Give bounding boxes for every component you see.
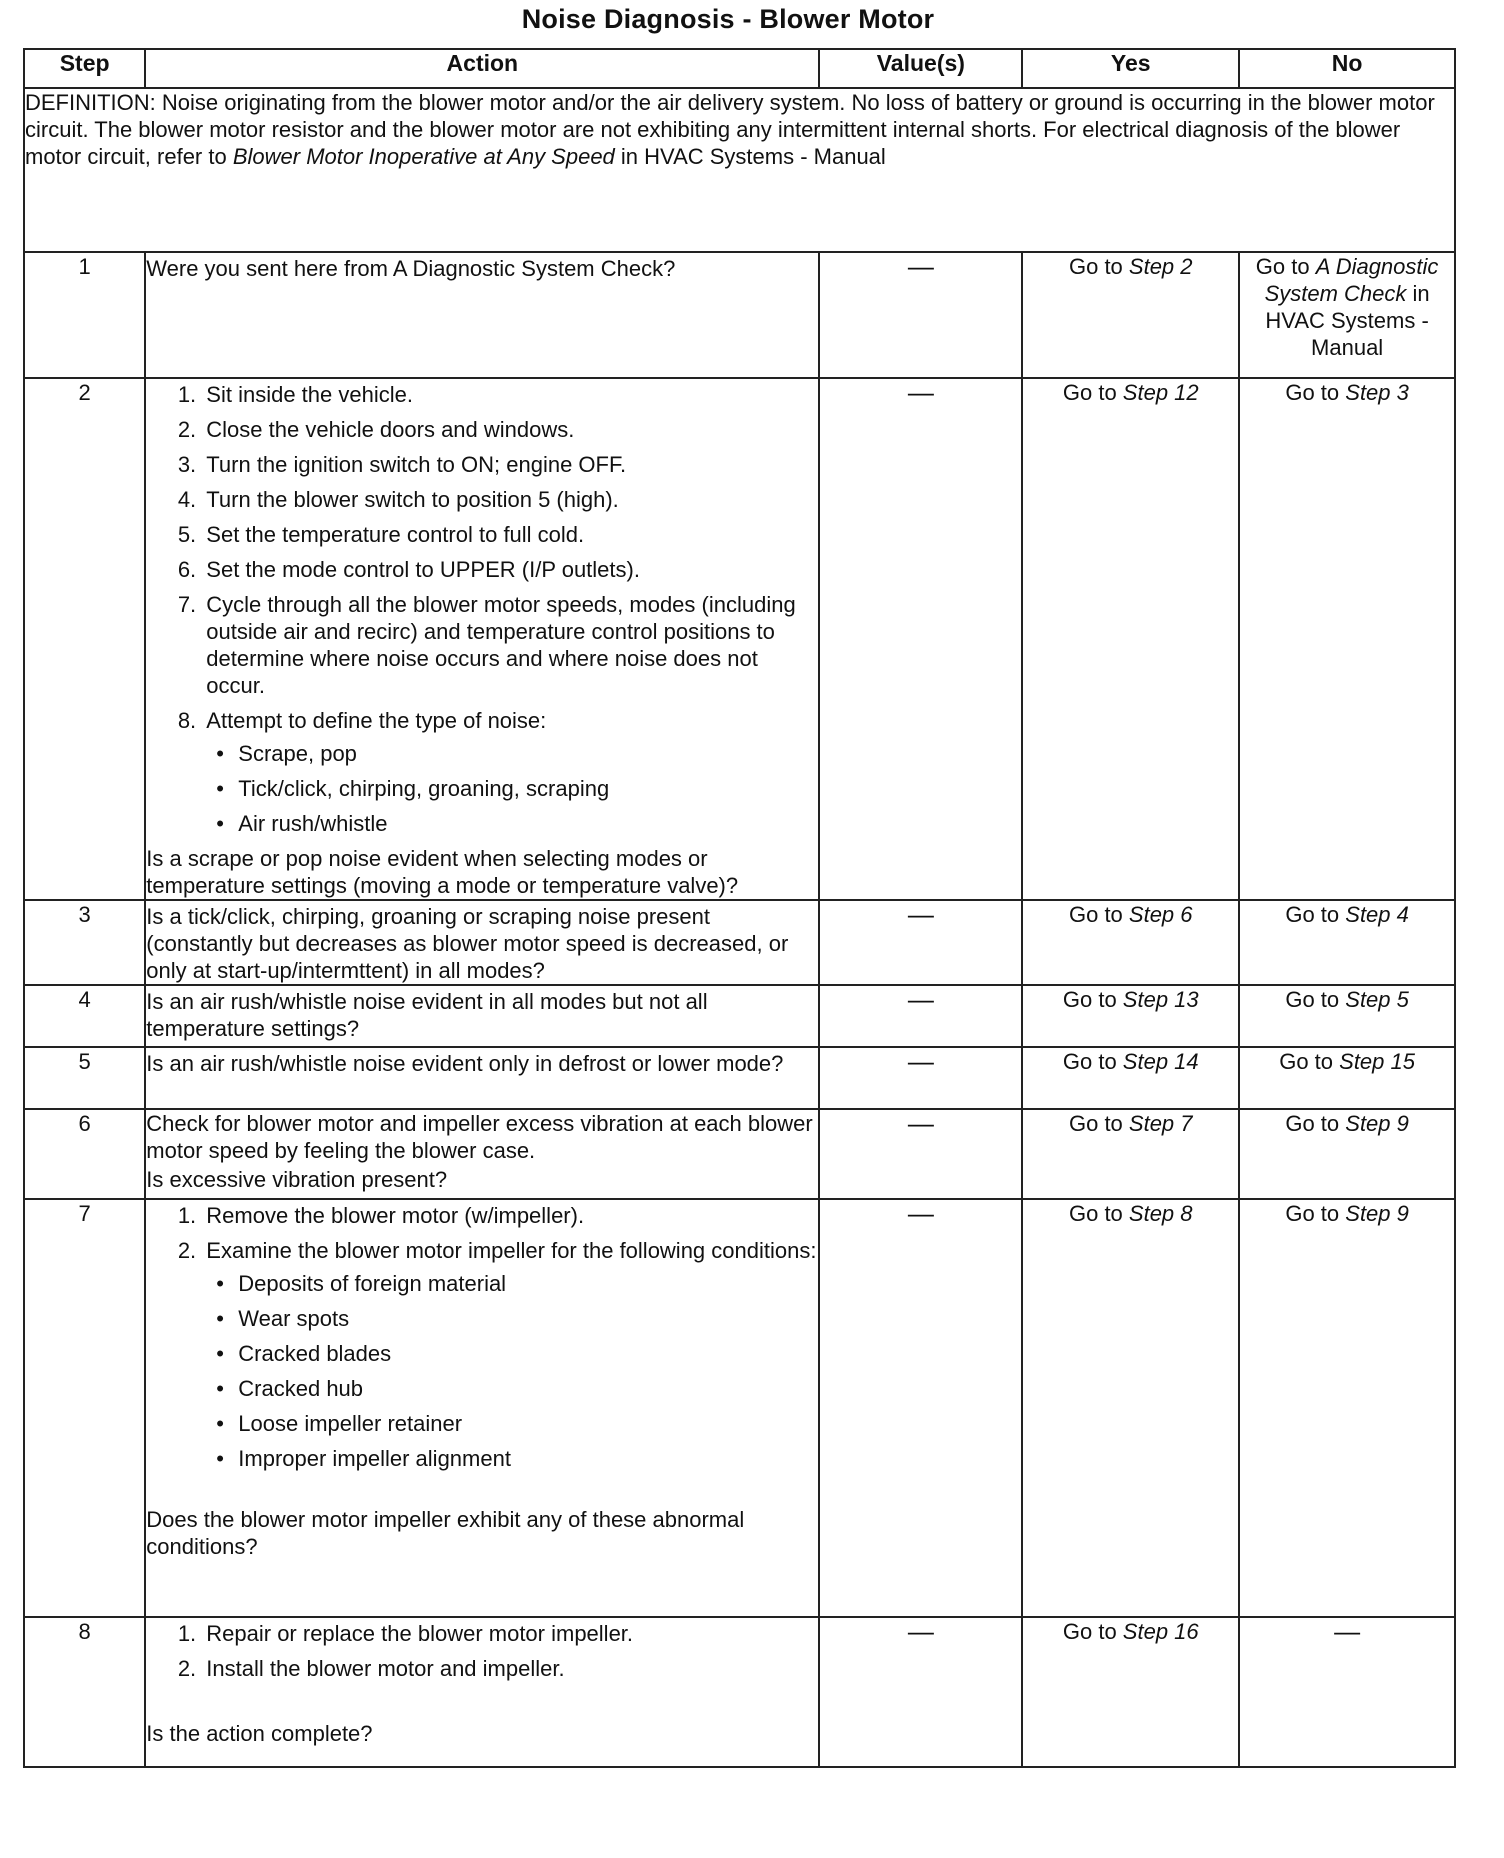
yes-cell: Go to Step 13 [1022, 985, 1239, 1047]
action-cell [145, 1617, 819, 1767]
header-no: No [1239, 49, 1455, 88]
yes-cell: Go to Step 6 [1022, 900, 1239, 985]
action-item: 8. Attempt to define the type of noise: • Scrape, pop • Tick/click, chirping, groaning, scraping • Air rush/whistle [202, 707, 818, 837]
question-text: Does the blower motor impeller exhibit any of these abnormal conditions? [146, 1507, 745, 1559]
no-step-link[interactable]: Step 3 [1345, 380, 1409, 405]
yes-cell: Go to Step 7 [1022, 1109, 1239, 1199]
yes-step-link[interactable]: Step 12 [1122, 380, 1199, 405]
action-item: 1. Remove the blower motor (w/impeller). [202, 1202, 818, 1229]
no-step-link[interactable]: Step 5 [1345, 987, 1409, 1012]
yes-step-link[interactable]: Step 13 [1122, 987, 1199, 1012]
step-number: 4 [24, 985, 145, 1047]
value-cell: — [819, 1617, 1022, 1767]
diagnosis-table [23, 48, 1456, 1768]
bullet-item: • Tick/click, chirping, groaning, scraping [216, 775, 818, 802]
yes-cell: Go to Step 14 [1022, 1047, 1239, 1109]
value-cell: — [819, 378, 1022, 900]
header-step: Step [24, 49, 145, 88]
action-list [146, 1620, 818, 1682]
yes-cell: Go to Step 16 [1022, 1617, 1239, 1767]
action-item: 5. Set the temperature control to full cold. [202, 521, 818, 548]
question-text: Is an air rush/whistle noise evident only in defrost or lower mode? [146, 1051, 784, 1076]
no-cell: Go to Step 5 [1239, 985, 1455, 1047]
bullet-list [206, 740, 818, 837]
bullet-item: • Cracked hub [216, 1375, 818, 1402]
step-number: 8 [24, 1617, 145, 1767]
value-cell: — [819, 1109, 1022, 1199]
table-header-row [24, 49, 1455, 88]
bullet-item: • Improper impeller alignment [216, 1445, 818, 1472]
no-step-link[interactable]: Step 15 [1339, 1049, 1415, 1074]
question-text: Were you sent here from A Diagnostic System Check? [146, 256, 676, 281]
header-values: Value(s) [819, 49, 1022, 88]
yes-cell: Go to Step 2 [1022, 252, 1239, 378]
no-cell: Go to Step 15 [1239, 1047, 1455, 1109]
action-item: 7. Cycle through all the blower motor speeds, modes (including outside air and recirc) and temperature control positions to determine where noise occurs and where noise does not occur. [202, 591, 818, 699]
yes-step-link[interactable]: Step 14 [1122, 1049, 1199, 1074]
page-title: Noise Diagnosis - Blower Motor [521, 4, 935, 34]
bullet-item: • Cracked blades [216, 1340, 818, 1367]
step-number: 2 [24, 378, 145, 900]
bullet-item: • Deposits of foreign material [216, 1270, 818, 1297]
yes-step-link[interactable]: Step 2 [1128, 254, 1193, 279]
value-cell: — [819, 985, 1022, 1047]
bullet-item: • Wear spots [216, 1305, 818, 1332]
definition-reference: Blower Motor Inoperative at Any Speed [232, 144, 615, 169]
no-cell: Go to A Diagnostic System Check in HVAC Systems - Manual [1239, 252, 1455, 378]
yes-step-link[interactable]: Step 6 [1128, 902, 1193, 927]
step-number: 1 [24, 252, 145, 378]
action-item: 2. Install the blower motor and impeller. [202, 1655, 818, 1682]
bullet-item: • Loose impeller retainer [216, 1410, 818, 1437]
table-row [24, 900, 1455, 985]
value-cell: — [819, 900, 1022, 985]
no-step-link[interactable]: Step 4 [1345, 902, 1409, 927]
action-cell [145, 1199, 819, 1617]
action-list [146, 381, 818, 837]
step-number: 3 [24, 900, 145, 985]
action-item: 3. Turn the ignition switch to ON; engine OFF. [202, 451, 818, 478]
table-row [24, 378, 1455, 900]
question-text: Is an air rush/whistle noise evident in all modes but not all temperature settings? [146, 989, 708, 1041]
instruction-text: Check for blower motor and impeller excess vibration at each blower motor speed by feeling the blower case. [146, 1111, 813, 1163]
bullet-item: • Scrape, pop [216, 740, 818, 767]
table-row [24, 985, 1455, 1047]
table-row [24, 1199, 1455, 1617]
value-cell: — [819, 252, 1022, 378]
no-step-link[interactable]: Step 9 [1345, 1201, 1409, 1226]
question-text: Is a scrape or pop noise evident when selecting modes or temperature settings (moving a mode or temperature valve)? [146, 846, 739, 898]
action-item: 4. Turn the blower switch to position 5 (high). [202, 486, 818, 513]
no-cell: Go to Step 3 [1239, 378, 1455, 900]
table-row [24, 252, 1455, 378]
yes-cell: Go to Step 12 [1022, 378, 1239, 900]
no-reference-link[interactable]: A Diagnostic System Check [1264, 254, 1439, 306]
header-action: Action [145, 49, 819, 88]
question-text: Is excessive vibration present? [146, 1167, 448, 1192]
no-cell: — [1239, 1617, 1455, 1767]
yes-step-link[interactable]: Step 16 [1122, 1619, 1199, 1644]
action-cell [145, 1047, 819, 1109]
action-item: 6. Set the mode control to UPPER (I/P outlets). [202, 556, 818, 583]
action-cell [145, 378, 819, 900]
no-cell: Go to Step 4 [1239, 900, 1455, 985]
definition-text: DEFINITION: Noise originating from the blower motor and/or the air delivery system. No loss of battery or ground is occurring in the blower motor circuit. The blower motor resistor and the blower motor are not exhibiting any intermittent internal shorts. For electrical diagnosis of the blower motor circuit, refer to Blower Motor Inoperative at Any Speed in HVAC Systems - Manual [24, 88, 1455, 252]
no-cell: Go to Step 9 [1239, 1199, 1455, 1617]
header-yes: Yes [1022, 49, 1239, 88]
yes-cell: Go to Step 8 [1022, 1199, 1239, 1617]
bullet-list [206, 1270, 818, 1472]
no-step-link[interactable]: Step 9 [1345, 1111, 1409, 1136]
table-row [24, 1109, 1455, 1199]
value-cell: — [819, 1199, 1022, 1617]
step-number: 6 [24, 1109, 145, 1199]
bullet-item: • Air rush/whistle [216, 810, 818, 837]
question-text: Is a tick/click, chirping, groaning or scraping noise present (constantly but decreases as blower motor speed is decreased, or only at start-up/intermttent) in all modes? [146, 904, 789, 983]
action-cell [145, 1109, 819, 1199]
step-number: 7 [24, 1199, 145, 1617]
action-cell [145, 900, 819, 985]
no-cell: Go to Step 9 [1239, 1109, 1455, 1199]
action-item: 1. Repair or replace the blower motor impeller. [202, 1620, 818, 1647]
value-cell: — [819, 1047, 1022, 1109]
yes-step-link[interactable]: Step 7 [1128, 1111, 1193, 1136]
yes-step-link[interactable]: Step 8 [1128, 1201, 1193, 1226]
action-item: 1. Sit inside the vehicle. [202, 381, 818, 408]
action-list [146, 1202, 818, 1472]
action-cell [145, 985, 819, 1047]
question-text: Is the action complete? [146, 1721, 373, 1746]
action-cell [145, 252, 819, 378]
table-row [24, 1047, 1455, 1109]
action-item: 2. Close the vehicle doors and windows. [202, 416, 818, 443]
table-row [24, 1617, 1455, 1767]
step-number: 5 [24, 1047, 145, 1109]
definition-row [24, 88, 1455, 252]
action-item: 2. Examine the blower motor impeller for the following conditions: • Deposits of foreign material • Wear spots • Cracked blades • Cracked hub • Loose impeller retainer • Improper impeller alignment [202, 1237, 818, 1472]
